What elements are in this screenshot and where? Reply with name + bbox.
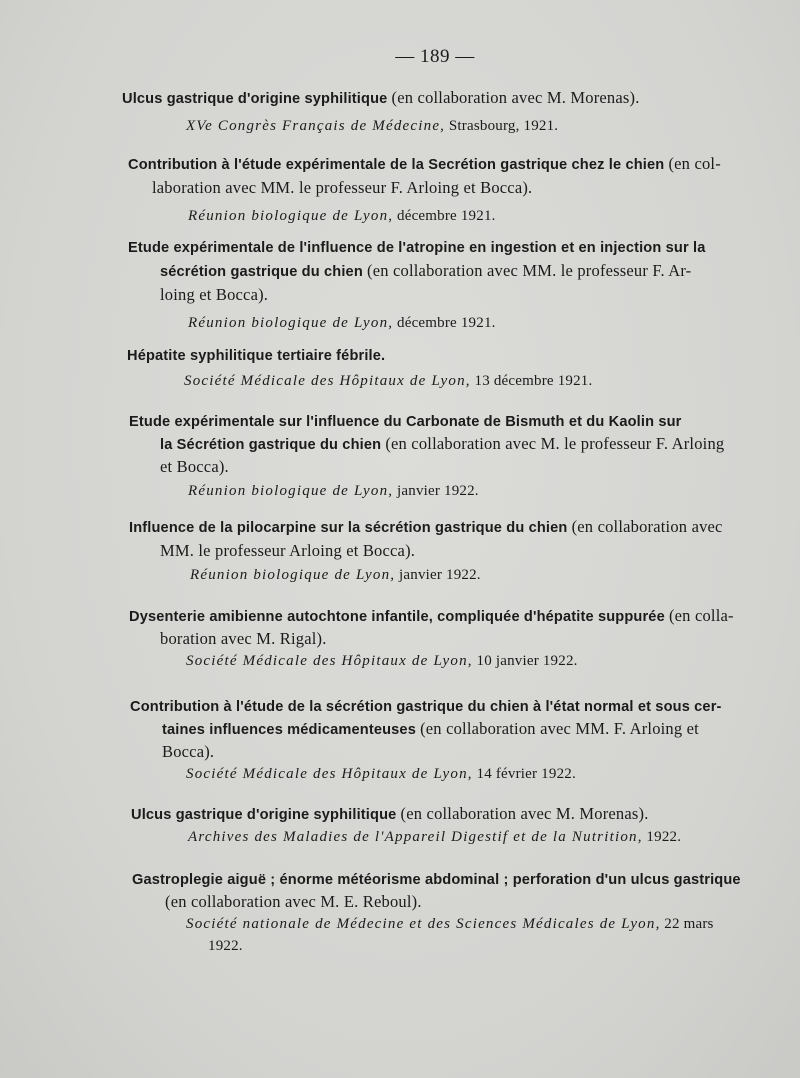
entry-source: Société Médicale des Hôpitaux de Lyon, 13 décembre 1921. bbox=[184, 373, 593, 389]
entry-title: sécrétion gastrique du chien bbox=[160, 264, 363, 280]
entry-collaboration: (en collaboration avec MM. le professeur F. Ar- bbox=[367, 261, 692, 280]
entry-title: Hépatite syphilitique tertiaire fébrile. bbox=[127, 348, 386, 364]
entry-collaboration: loing et Bocca). bbox=[160, 285, 269, 304]
entry-collaboration: (en collaboration avec bbox=[571, 517, 723, 536]
entry-title: Ulcus gastrique d'origine syphilitique bbox=[131, 807, 397, 823]
entry-title: Contribution à l'étude de la sécrétion gastrique du chien à l'état normal et sous cer- bbox=[130, 699, 722, 715]
entry-title: Gastroplegie aiguë ; énorme météorisme abdominal ; perforation d'un ulcus gastrique bbox=[132, 872, 741, 888]
entry-title: taines influences médicamenteuses bbox=[162, 722, 416, 738]
entry-collaboration: (en collaboration avec M. E. Reboul). bbox=[165, 892, 422, 911]
entry-collaboration: boration avec M. Rigal). bbox=[160, 629, 327, 648]
entry-collaboration: (en collaboration avec M. Morenas). bbox=[400, 804, 649, 823]
entry-source: Réunion biologique de Lyon, décembre 1921. bbox=[188, 315, 496, 331]
entry-source: Réunion biologique de Lyon, janvier 1922. bbox=[190, 567, 481, 583]
entry-source: Société Médicale des Hôpitaux de Lyon, 14 février 1922. bbox=[186, 766, 576, 782]
entry-collaboration: (en col- bbox=[668, 154, 721, 173]
entry-title: Etude expérimentale sur l'influence du Carbonate de Bismuth et du Kaolin sur bbox=[129, 414, 682, 430]
entry-title: Etude expérimentale de l'influence de l'atropine en ingestion et en injection sur la bbox=[128, 240, 706, 256]
entry-collaboration: MM. le professeur Arloing et Bocca). bbox=[160, 541, 416, 560]
entry-collaboration: et Bocca). bbox=[160, 457, 229, 476]
entry-title: Ulcus gastrique d'origine syphilitique bbox=[122, 91, 388, 107]
entry-source-continued: 1922. bbox=[208, 938, 243, 954]
entry-collaboration: (en collaboration avec M. Morenas). bbox=[391, 88, 640, 107]
entry-source: Société nationale de Médecine et des Sciences Médicales de Lyon, 22 mars bbox=[186, 916, 714, 932]
entry-collaboration: (en collaboration avec MM. F. Arloing et bbox=[420, 719, 699, 738]
entry-source: Réunion biologique de Lyon, décembre 1921. bbox=[188, 208, 496, 224]
page-number: — 189 — bbox=[395, 46, 475, 67]
entry-source: Archives des Maladies de l'Appareil Digestif et de la Nutrition, 1922. bbox=[188, 829, 682, 845]
entry-collaboration: (en collaboration avec M. le professeur F. Arloing bbox=[385, 434, 725, 453]
entry-title: Influence de la pilocarpine sur la sécrétion gastrique du chien bbox=[129, 520, 568, 536]
entry-title: la Sécrétion gastrique du chien bbox=[160, 437, 382, 453]
entry-collaboration: Bocca). bbox=[162, 742, 215, 761]
entry-source: Société Médicale des Hôpitaux de Lyon, 10 janvier 1922. bbox=[186, 653, 578, 669]
entry-collaboration: (en colla- bbox=[668, 606, 734, 625]
entry-source: Réunion biologique de Lyon, janvier 1922. bbox=[188, 483, 479, 499]
entry-title: Dysenterie amibienne autochtone infantile, compliquée d'hépatite suppurée bbox=[129, 609, 665, 625]
entry-collaboration: laboration avec MM. le professeur F. Arloing et Bocca). bbox=[152, 178, 533, 197]
entry-title: Contribution à l'étude expérimentale de la Secrétion gastrique chez le chien bbox=[128, 157, 665, 173]
entry-source: XVe Congrès Français de Médecine, Strasbourg, 1921. bbox=[186, 118, 559, 134]
